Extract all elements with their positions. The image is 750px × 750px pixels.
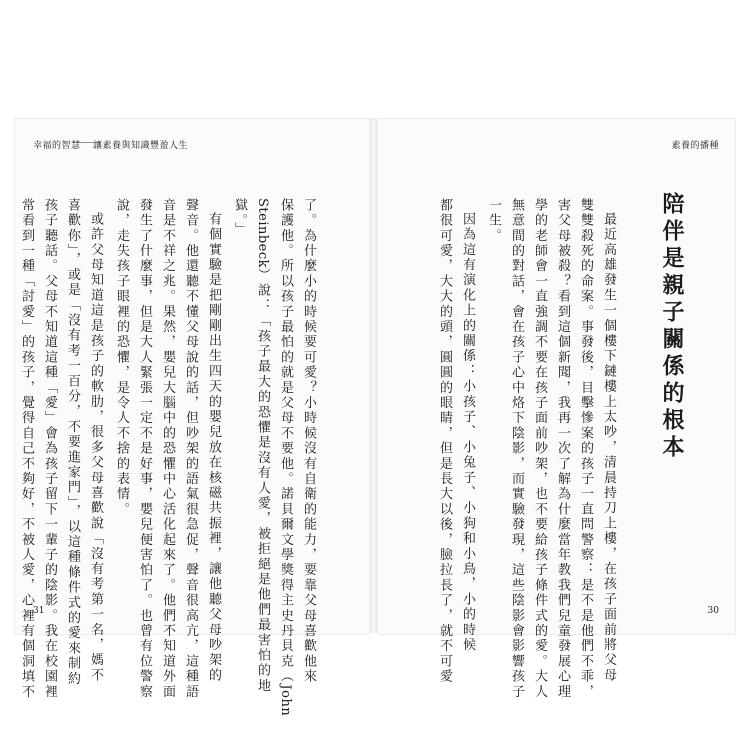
- text-column: 都很可愛，大大的頭，圓圓的眼睛，但是長大以後，臉拉長了，就不可愛: [437, 198, 452, 685]
- text-column: 雙雙殺死的命案。事發後，目擊慘案的孩子一直問警察：是不是他們不乖，: [578, 198, 593, 700]
- latin-name: John: [278, 684, 293, 717]
- article-title: 陪伴是親子關係的根本: [659, 192, 685, 462]
- text-column: 害父母被殺？看到這個新聞，我再一次了解為什麼當年教我們兒童發展心理: [555, 198, 570, 700]
- text-column: [277, 198, 293, 716]
- text-column: 孩子聽話。父母不知道這種「愛」會為孩子留下一輩子的陰影。我在校園裡: [42, 198, 57, 700]
- text-column: [254, 198, 270, 694]
- text-column: 或許父母知道這是孩子的軟肋，很多父母喜歡說「沒有考第一名，媽不: [88, 212, 103, 684]
- text-column: 學的老師會一直強調不要在孩子面前吵架，也不要給孩子條件式的愛。大人: [532, 198, 547, 700]
- text-column: 獄。」: [232, 198, 247, 238]
- text-column: 喜歡你」，或是「沒有考一百分，不要進家門」，以這種條件式的愛來制約: [65, 198, 80, 687]
- text-column: 音是不祥之兆。果然，嬰兒大腦中的恐懼中心活化起來了。他們不知道外面: [160, 198, 175, 700]
- running-head-book-title: 幸福的智慧: [33, 141, 81, 151]
- page-number-left: 31: [33, 606, 45, 616]
- text-column: 有個實驗是把剛剛出生四天的嬰兒放在核磁共振裡，讓他聽父母吵架的: [206, 212, 221, 684]
- text-column: 無意間的對話，會在孩子心中烙下陰影，而實驗發現，這些陰影會影響孩子: [509, 198, 524, 700]
- text-column: 說，走失孩子眼裡的恐懼，是令人不捨的表情。: [114, 198, 129, 518]
- running-head-dash: ———: [76, 138, 100, 148]
- text-column: 最近高雄發生一個樓下鏈樓上太吵，清晨持刀上樓，在孩子面前將父母: [601, 212, 616, 684]
- text-column: 常看到一種「討愛」的孩子，覺得自己不夠好，不被人愛，心裡有個洞填不: [19, 198, 34, 700]
- running-head-subtitle: 讓素養與知識豐盈人生: [93, 141, 189, 151]
- page-number-right: 30: [707, 606, 719, 616]
- text-run: ）說：「孩子最大的恐懼是沒有人愛，被拒絕是他們最害怕的地: [255, 268, 270, 694]
- text-column: 發生了什麼事，但是大人緊張一定不是好事，嬰兒便害怕了。也曾有位警察: [137, 198, 152, 700]
- text-column: 因為這有演化上的關係：小孩子、小兔子、小狗和小鳥，小的時候: [460, 212, 475, 653]
- text-run: 保護他。所以孩子最怕的就是父母不要他。諾貝爾文學獎得主史丹貝克（: [278, 198, 293, 685]
- text-column: 一生。: [486, 198, 501, 244]
- text-column: 聲音。他還聽不懂父母說的話，但吵架的語氣很急促，聲音很高亢，這種語: [183, 198, 198, 700]
- latin-name: Steinbeck: [255, 198, 270, 269]
- text-column: 了。為什麼小的時候要可愛？小時候沒有自衛的能力，要靠父母喜歡他來: [301, 198, 316, 685]
- book-gutter: [369, 118, 378, 633]
- running-head-section: 素養的播種: [671, 141, 719, 151]
